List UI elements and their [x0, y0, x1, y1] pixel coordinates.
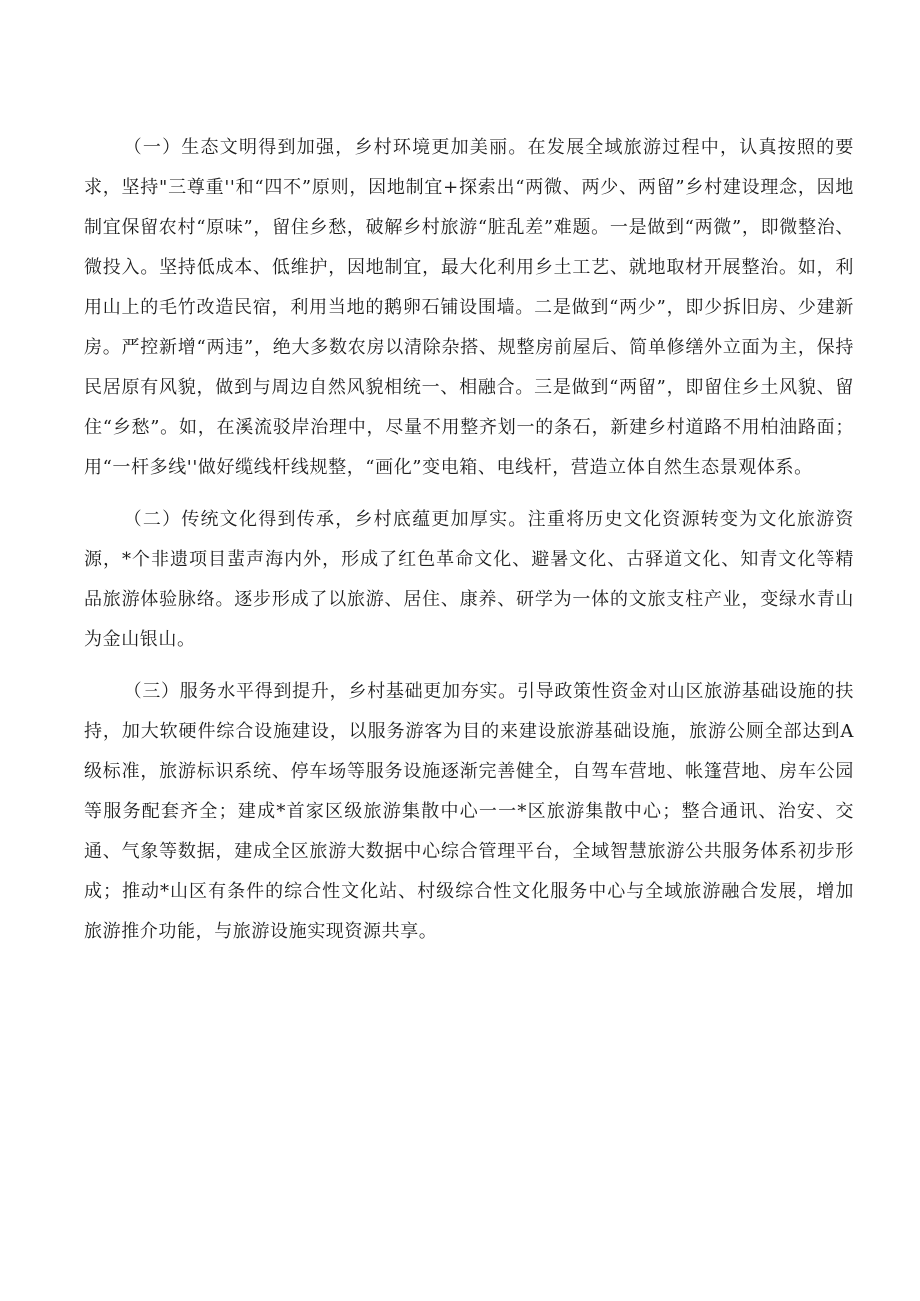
paragraph-service: （三）服务水平得到提升，乡村基础更加夯实。引导政策性资金对山区旅游基础设施的扶持，加大软硬件综合设施建设，以服务游客为目的来建设旅游基础设施，旅游公厕全部达到A级标准，旅游标识系统、停车场等服务设施逐渐完善健全，自驾车营地、帐篷营地、房车公园等服务配套齐全；建成*首家区级旅游集散中心一一*区旅游集散中心；整合通讯、治安、交通、气象等数据，建成全区旅游大数据中心综合管理平台，全域智慧旅游公共服务体系初步形成；推动*山区有条件的综合性文化站、村级综合性文化服务中心与全域旅游融合发展，增加旅游推介功能，与旅游设施实现资源共享。: [84, 681, 854, 942]
document-body: [84, 128, 854, 964]
paragraph-ecology: （一）生态文明得到加强，乡村环境更加美丽。在发展全域旅游过程中，认真按照的要求，坚持"三尊重''和“四不”原则，因地制宜+探索出“两微、两少、两留”乡村建设理念，因地制宜保留农村“原味”，留住乡愁，破解乡村旅游“脏乱差”难题。一是做到“两微”，即微整治、微投入。坚持低成本、低维护，因地制宜，最大化利用乡土工艺、就地取材开展整治。如，利用山上的毛竹改造民宿，利用当地的鹅卵石铺设围墙。二是做到“两少”，即少拆旧房、少建新房。严控新增“两违”，绝大多数农房以清除杂搭、规整房前屋后、简单修缮外立面为主，保持民居原有风貌，做到与周边自然风貌相统一、相融合。三是做到“两留”，即留住乡土风貌、留住“乡愁”。如，在溪流驳岸治理中，尽量不用整齐划一的条石，新建乡村道路不用柏油路面；用“一杆多线''做好缆线杆线规整，“画化”变电箱、电线杆，营造立体自然生态景观体系。: [84, 137, 854, 478]
paragraph-culture: （二）传统文化得到传承，乡村底蕴更加厚实。注重将历史文化资源转变为文化旅游资源，*个非遗项目蜚声海内外，形成了红色革命文化、避暑文化、古驿道文化、知青文化等精品旅游体验脉络。逐步形成了以旅游、居住、康养、研学为一体的文旅支柱产业，变绿水青山为金山银山。: [84, 509, 854, 650]
